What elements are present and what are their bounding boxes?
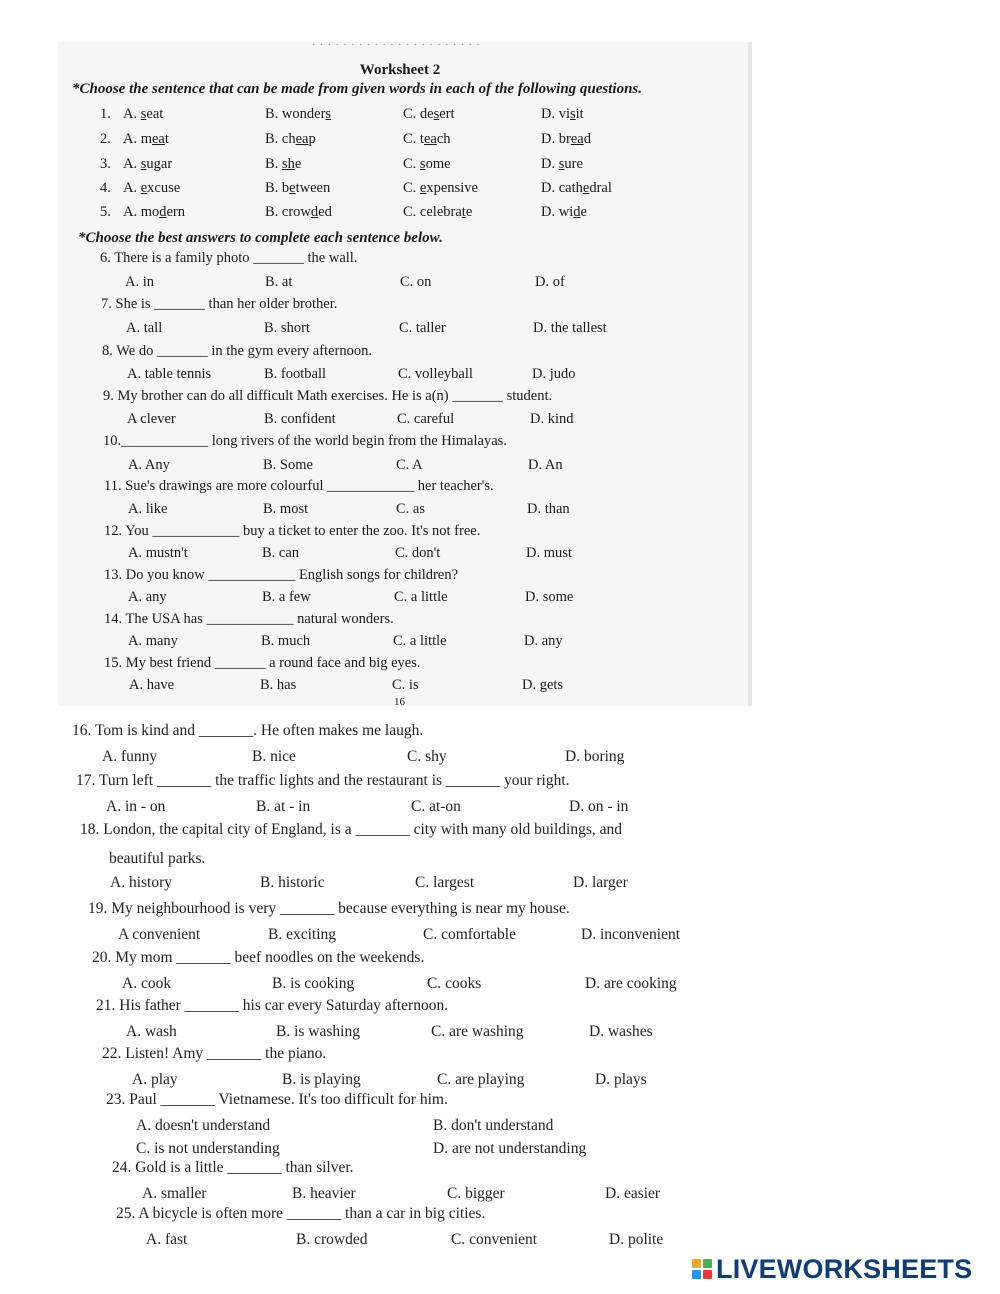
option-a[interactable]: A. in: [125, 274, 154, 290]
option-d[interactable]: D. An: [528, 457, 563, 473]
option-a[interactable]: A. smaller: [142, 1185, 207, 1202]
option-a[interactable]: A. funny: [102, 748, 158, 765]
option-text: p: [308, 131, 316, 147]
question-text: 16. Tom is kind and _______. He often makes me laugh.: [72, 722, 424, 739]
question-text: 18. London, the capital city of England, is a _______ city with many old buildings, and: [80, 821, 622, 838]
option-a[interactable]: A. have: [129, 677, 175, 693]
option-c[interactable]: C. on: [400, 274, 432, 290]
option-c[interactable]: C. as: [396, 501, 425, 517]
underlined-letters: ea: [570, 131, 584, 147]
option-c[interactable]: C. are washing: [431, 1023, 524, 1040]
question-text: 24. Gold is a little _______ than silver.: [112, 1159, 354, 1176]
option-c[interactable]: C. at-on: [411, 798, 461, 815]
option-text: A. m: [123, 131, 152, 147]
option-b[interactable]: B. can: [262, 545, 300, 561]
option-b[interactable]: B. short: [264, 320, 310, 336]
option-b[interactable]: [265, 106, 331, 123]
option-a[interactable]: [123, 156, 172, 173]
option-d[interactable]: D. are cooking: [585, 975, 677, 992]
option-text: A.: [123, 180, 141, 196]
underlined-letters: s: [419, 156, 426, 172]
option-b[interactable]: B. is washing: [276, 1023, 360, 1040]
option-c[interactable]: C. don't: [395, 545, 441, 561]
underlined-letters: d: [159, 204, 167, 220]
option-c[interactable]: C. comfortable: [423, 926, 516, 943]
question-text: 17. Turn left _______ the traffic lights and the restaurant is _______ your right.: [76, 772, 570, 789]
question-text: 8. We do _______ in the gym every afternoon.: [102, 343, 372, 359]
underlined-letters: d: [310, 204, 319, 220]
option-d[interactable]: D. of: [535, 274, 565, 290]
option-text: D. cath: [541, 180, 583, 196]
logo-text: LIVEWORKSHEETS: [716, 1253, 973, 1284]
option-c[interactable]: C. A: [396, 457, 423, 473]
option-a[interactable]: A clever: [127, 411, 176, 427]
option-text: ure: [564, 156, 583, 172]
option-b[interactable]: B. is playing: [282, 1071, 361, 1088]
option-a[interactable]: [123, 180, 180, 197]
question-text: 11. Sue's drawings are more colourful ____________ her teacher's.: [104, 478, 494, 494]
option-a[interactable]: A. fast: [146, 1231, 188, 1248]
option-b[interactable]: B. has: [260, 677, 297, 693]
underlined-letters: ea: [423, 131, 437, 147]
option-text: C.: [403, 180, 420, 196]
option-d[interactable]: D. gets: [522, 677, 564, 693]
option-d[interactable]: D. must: [526, 545, 572, 561]
option-text: it: [575, 106, 584, 122]
instruction-best-answer: *Choose the best answers to complete each sentence below.: [78, 230, 443, 246]
option-text: d: [583, 131, 591, 147]
logo-icon: [692, 1259, 712, 1279]
option-c[interactable]: C. cooks: [427, 975, 482, 992]
option-b[interactable]: B. at: [265, 274, 293, 290]
option-b[interactable]: B. historic: [260, 874, 325, 891]
option-text: xpensive: [426, 180, 478, 196]
question-text: 14. The USA has ____________ natural wonders.: [104, 611, 394, 627]
option-b[interactable]: [265, 180, 330, 197]
option-d[interactable]: D. on - in: [569, 798, 629, 815]
instruction-pronunciation: *Choose the sentence that can be made from given words in each of the following questions.: [72, 81, 643, 97]
option-d[interactable]: D. larger: [573, 874, 628, 891]
option-a[interactable]: A. in - on: [106, 798, 166, 815]
option-a[interactable]: A. Any: [128, 457, 170, 473]
question-text: 6. There is a family photo _______ the wall.: [100, 250, 358, 266]
option-text: tween: [295, 180, 331, 196]
option-text: e: [580, 204, 587, 220]
option-b[interactable]: B. at - in: [256, 798, 311, 815]
underlined-letters: d: [573, 204, 581, 220]
option-d[interactable]: [541, 204, 587, 221]
question-text: 9. My brother can do all difficult Math exercises. He is a(n) _______ student.: [103, 388, 553, 404]
underlined-letters: s: [325, 106, 332, 122]
option-c[interactable]: C. largest: [415, 874, 475, 891]
worksheet-title: Worksheet 2: [359, 62, 441, 78]
option-b[interactable]: B. nice: [252, 748, 296, 765]
option-c[interactable]: [403, 106, 455, 123]
option-text: D. wi: [541, 204, 574, 220]
option-text: e: [465, 204, 473, 220]
question-text: 22. Listen! Amy _______ the piano.: [102, 1045, 327, 1062]
option-b[interactable]: B. heavier: [292, 1185, 356, 1202]
option-d[interactable]: D. some: [525, 589, 574, 605]
question-text-continued: beautiful parks.: [109, 850, 206, 867]
option-text: xcuse: [147, 180, 181, 196]
underlined-letters: s: [433, 106, 440, 122]
option-d[interactable]: [541, 131, 591, 148]
option-b[interactable]: B. exciting: [268, 926, 337, 943]
option-b[interactable]: [265, 156, 301, 173]
question-text: 12. You ____________ buy a ticket to enter the zoo. It's not free.: [104, 523, 481, 539]
question-number: 5.: [100, 204, 111, 220]
option-c[interactable]: C. is: [392, 677, 419, 693]
option-d[interactable]: [541, 156, 583, 173]
option-text: e: [294, 156, 302, 172]
option-d[interactable]: D. washes: [589, 1023, 653, 1040]
option-c[interactable]: C. volleyball: [398, 366, 473, 382]
option-text: A.: [123, 156, 141, 172]
option-b[interactable]: [265, 204, 332, 221]
question-number: 4.: [100, 180, 111, 196]
underlined-letters: e: [419, 180, 427, 196]
question-text: 19. My neighbourhood is very _______ because everything is near my house.: [88, 900, 570, 917]
option-b[interactable]: B. confident: [264, 411, 336, 427]
option-a[interactable]: A. mustn't: [128, 545, 188, 561]
option-c[interactable]: C. a little: [394, 589, 448, 605]
underlined-letters: s: [570, 106, 576, 122]
option-d[interactable]: D. judo: [532, 366, 576, 382]
option-text: eat: [146, 106, 164, 122]
option-text: A.: [123, 106, 141, 122]
question-text: 21. His father _______ his car every Saturday afternoon.: [96, 997, 449, 1014]
option-a[interactable]: A. wash: [126, 1023, 177, 1040]
option-d[interactable]: D. boring: [565, 748, 625, 765]
option-b[interactable]: B. much: [261, 633, 311, 649]
underlined-letters: t: [461, 204, 466, 220]
option-a[interactable]: A. many: [128, 633, 178, 649]
option-text: C. t: [403, 131, 424, 147]
option-b[interactable]: B. a few: [262, 589, 311, 605]
question-text: 13. Do you know ____________ English songs for children?: [104, 567, 459, 583]
option-text: A. mo: [123, 204, 160, 220]
page-number: 16: [394, 696, 405, 708]
option-d[interactable]: D. the tallest: [533, 320, 607, 336]
option-c[interactable]: C. a little: [393, 633, 447, 649]
question-text: 15. My best friend _______ a round face and big eyes.: [104, 655, 421, 671]
option-text: C. celebra: [403, 204, 462, 220]
option-text: ern: [166, 204, 186, 220]
option-d[interactable]: D. any: [524, 633, 563, 649]
option-text: dral: [589, 180, 612, 196]
option-c[interactable]: C. bigger: [447, 1185, 505, 1202]
option-text: B. b: [265, 180, 290, 196]
option-d[interactable]: D. are not understanding: [433, 1140, 587, 1157]
underlined-letters: ea: [295, 131, 309, 147]
option-a[interactable]: A. any: [128, 589, 167, 605]
option-text: C. de: [403, 106, 434, 122]
option-a[interactable]: [123, 131, 169, 148]
option-a[interactable]: A convenient: [118, 926, 201, 943]
scan-dots: · · · · · · · · · · · · · · · · · · · · · ·: [312, 40, 481, 51]
option-c[interactable]: C. convenient: [451, 1231, 538, 1248]
option-b[interactable]: [265, 131, 316, 148]
option-a[interactable]: A. cook: [122, 975, 172, 992]
option-text: ome: [425, 156, 451, 172]
option-a[interactable]: [123, 204, 185, 221]
underlined-letters: s: [558, 156, 565, 172]
option-b[interactable]: B. Some: [263, 457, 313, 473]
option-text: B. wonder: [265, 106, 326, 122]
underlined-letters: e: [289, 180, 296, 196]
question-text: 20. My mom _______ beef noodles on the weekends.: [92, 949, 425, 966]
option-d[interactable]: D. inconvenient: [581, 926, 681, 943]
option-text: ch: [436, 131, 451, 147]
option-text: D.: [541, 156, 559, 172]
option-c[interactable]: [403, 156, 451, 173]
option-c[interactable]: C. are playing: [437, 1071, 525, 1088]
option-d[interactable]: D. than: [527, 501, 570, 517]
option-text: ugar: [146, 156, 173, 172]
underlined-letters: ea: [152, 131, 165, 147]
option-text: ert: [439, 106, 455, 122]
option-b[interactable]: B. crowded: [296, 1231, 368, 1248]
option-a[interactable]: A. history: [110, 874, 172, 891]
option-text: B. ch: [265, 131, 296, 147]
question-number: 2.: [100, 131, 111, 147]
option-b[interactable]: B. don't understand: [433, 1117, 554, 1134]
option-text: t: [164, 131, 169, 147]
option-text: B.: [265, 156, 282, 172]
option-c[interactable]: [403, 204, 472, 221]
option-d[interactable]: D. kind: [530, 411, 574, 427]
option-text: C.: [403, 156, 420, 172]
option-b[interactable]: B. is cooking: [272, 975, 355, 992]
option-a[interactable]: A. tall: [126, 320, 163, 336]
question-number: 3.: [100, 156, 111, 172]
option-text: B. crow: [265, 204, 311, 220]
underlined-letters: s: [140, 106, 147, 122]
question-text: 25. A bicycle is often more _______ than a car in big cities.: [116, 1205, 486, 1222]
liveworksheets-logo: [692, 1254, 972, 1284]
option-c[interactable]: [403, 180, 478, 197]
question-text: 23. Paul _______ Vietnamese. It's too difficult for him.: [106, 1091, 448, 1108]
option-a[interactable]: A. play: [132, 1071, 178, 1088]
underlined-letters: e: [582, 180, 590, 196]
option-b[interactable]: B. most: [263, 501, 309, 517]
option-d[interactable]: [541, 106, 584, 123]
underlined-letters: sh: [281, 156, 295, 172]
option-text: D. vi: [541, 106, 570, 122]
option-text: ed: [318, 204, 332, 220]
option-c[interactable]: C. is not understanding: [136, 1140, 280, 1157]
question-text: 10.____________ long rivers of the world begin from the Himalayas.: [103, 433, 507, 449]
page-edge: [748, 42, 752, 706]
option-d[interactable]: D. plays: [595, 1071, 647, 1088]
option-d[interactable]: D. polite: [609, 1231, 664, 1248]
option-c[interactable]: [403, 131, 451, 148]
question-number: 1.: [100, 106, 111, 122]
option-c[interactable]: C. taller: [399, 320, 446, 336]
option-c[interactable]: C. shy: [407, 748, 447, 765]
option-a[interactable]: A. doesn't understand: [136, 1117, 271, 1134]
option-a[interactable]: [123, 106, 163, 123]
underlined-letters: s: [140, 156, 147, 172]
question-text: 7. She is _______ than her older brother.: [101, 296, 338, 312]
option-d[interactable]: D. easier: [605, 1185, 661, 1202]
underlined-letters: e: [140, 180, 148, 196]
option-d[interactable]: [541, 180, 612, 197]
option-text: D. br: [541, 131, 571, 147]
option-a[interactable]: A. table tennis: [127, 366, 212, 382]
option-b[interactable]: B. football: [264, 366, 327, 382]
option-a[interactable]: A. like: [128, 501, 168, 517]
option-c[interactable]: C. careful: [397, 411, 455, 427]
